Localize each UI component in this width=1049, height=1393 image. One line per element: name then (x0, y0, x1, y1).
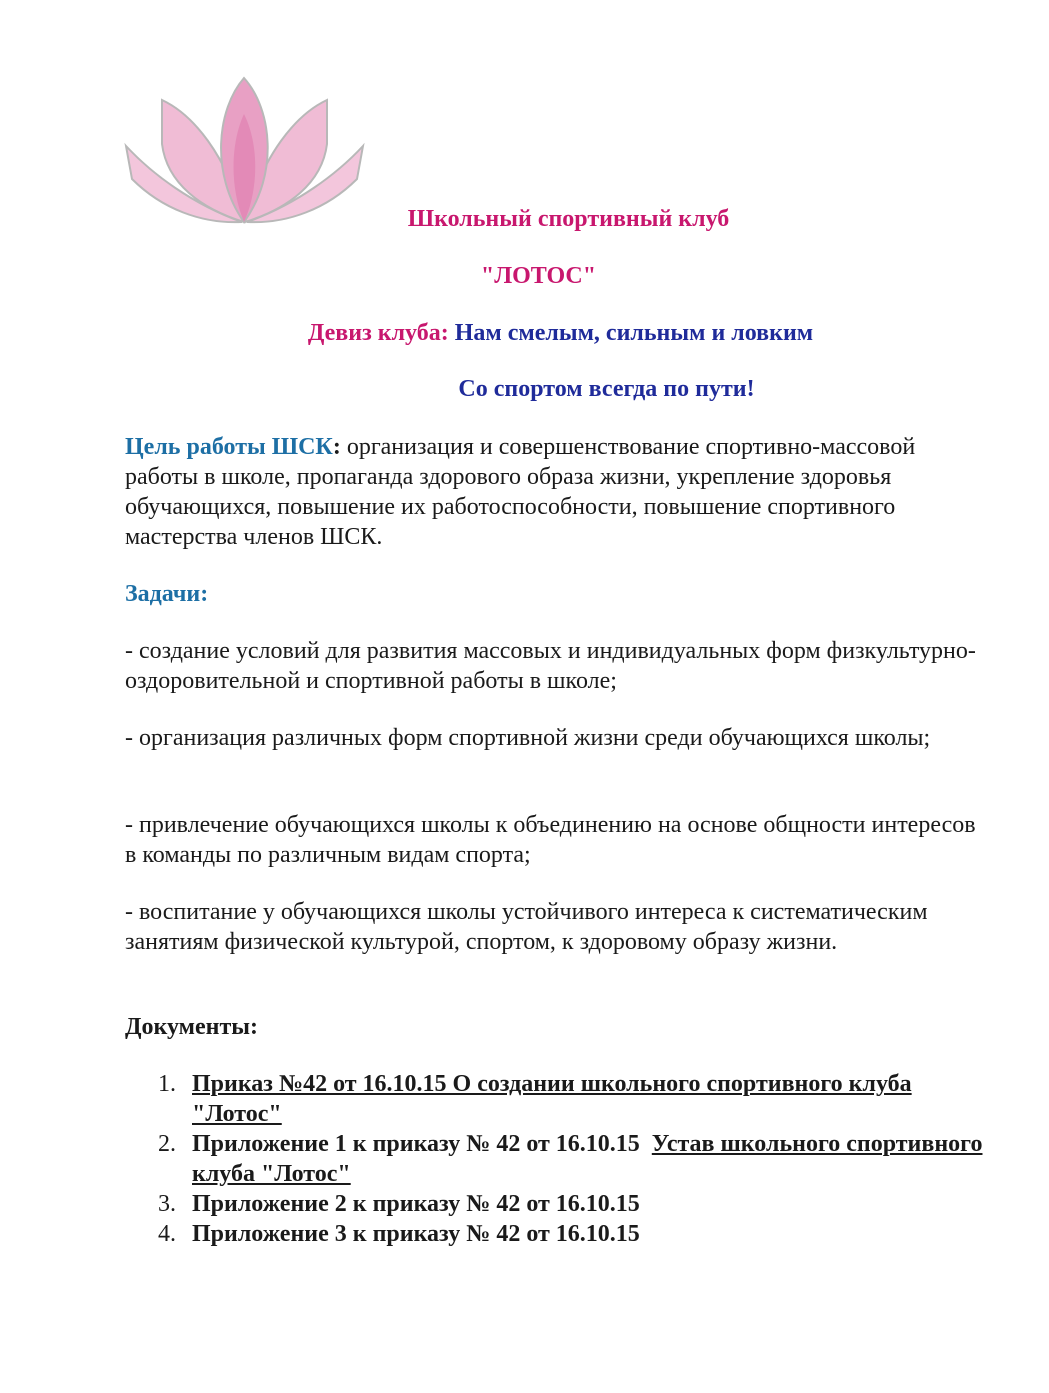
document-number: 2. (158, 1131, 176, 1157)
task-item: - организация различных форм спортивной жизни среди обучающихся школы; (125, 725, 931, 751)
goal-colon: : (332, 434, 341, 460)
document-item (152, 1069, 1002, 1129)
motto-label: Девиз клуба: (307, 320, 449, 346)
document-number: 4. (158, 1221, 176, 1247)
document-number: 1. (158, 1071, 176, 1097)
document-item (152, 1189, 1002, 1219)
task-item: - создание условий для развития массовых и индивидуальных форм физкультурно-оздоровительной и спортивной работы в школе; (125, 638, 976, 694)
document-text: Приложение 2 к приказу № 42 от 16.10.15 (192, 1191, 640, 1217)
task-item: - воспитание у обучающихся школы устойчивого интереса к систематическим занятиям физической культурой, спортом, к здоровому образу жизни. (125, 899, 928, 955)
goal-paragraph (125, 432, 991, 552)
goal-label: Цель работы ШСК (125, 434, 333, 460)
document-link-order-42[interactable]: Приказ №42 от 16.10.15 О создании школьного спортивного клуба "Лотос" (192, 1071, 912, 1127)
document-number: 3. (158, 1191, 176, 1217)
document-item (152, 1219, 1002, 1249)
motto-line2: Со спортом всегда по пути! (458, 376, 755, 402)
document-link-charter[interactable]: Устав школьного спортивного клуба "Лотос" (192, 1131, 983, 1187)
documents-heading: Документы: (125, 1014, 259, 1040)
motto (36, 320, 1049, 347)
document-text: Приложение 3 к приказу № 42 от 16.10.15 (192, 1221, 640, 1247)
document-text: Приложение 1 к приказу № 42 от 16.10.15 (192, 1131, 652, 1157)
document-item (152, 1129, 1002, 1189)
documents-list (152, 1069, 1002, 1249)
task-item: - привлечение обучающихся школы к объединению на основе общности интересов в команды по различным видам спорта; (125, 812, 976, 868)
goal-text: организация и совершенствование спортивно-массовой работы в школе, пропаганда здорового образа жизни, укрепление здоровья обучающихся, повышение их работоспособности, повышение спортивного мастерства членов ШСК. (125, 434, 916, 550)
club-title: Школьный спортивный клуб (407, 206, 730, 232)
tasks-heading: Задачи: (125, 581, 209, 607)
motto-line1: Нам смелым, сильным и ловким (454, 320, 814, 346)
club-name: "ЛОТОС" (480, 263, 597, 289)
